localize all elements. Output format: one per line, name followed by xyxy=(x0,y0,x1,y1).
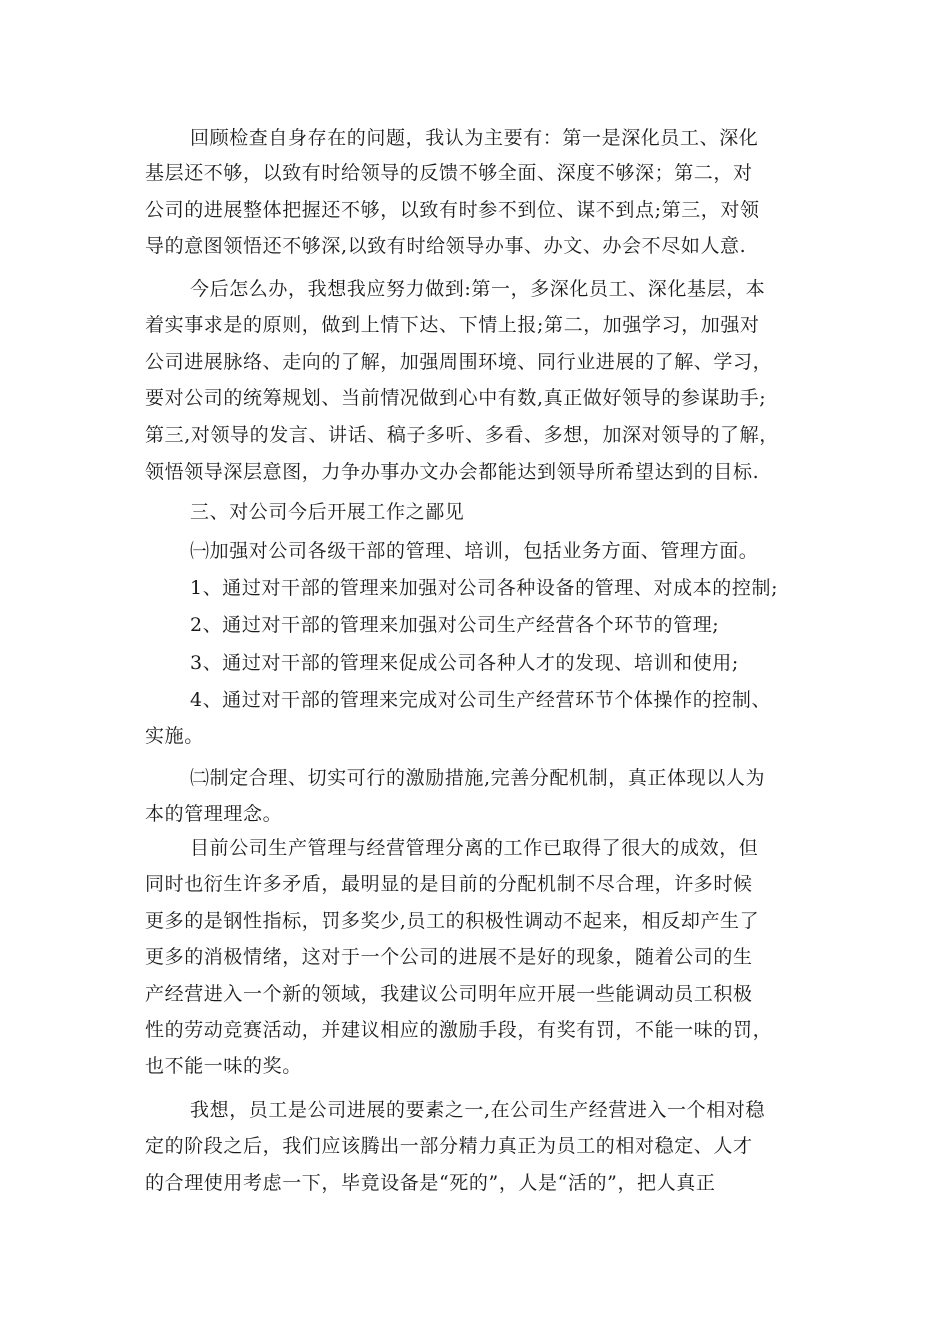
paragraph-3-line-6: 性的劳动竞赛活动，并建议相应的激励手段，有奖有罚，不能一味的罚， xyxy=(145,1019,773,1041)
paragraph-4-line-1: 我想，员工是公司进展的要素之一,在公司生产经营进入一个相对稳 xyxy=(190,1099,766,1121)
paragraph-3-line-5: 产经营进入一个新的领域，我建议公司明年应开展一些能调动员工积极 xyxy=(145,983,753,1005)
paragraph-1-line-2: 基层还不够，以致有时给领导的反馈不够全面、深度不够深；第二，对 xyxy=(145,162,753,184)
paragraph-3-line-3: 更多的是钢性指标，罚多奖少,员工的积极性调动不起来，相反却产生了 xyxy=(145,910,760,932)
paragraph-1-line-4: 导的意图领悟还不够深,以致有时给领导办事、办文、办会不尽如人意. xyxy=(145,235,747,257)
list-item-3: 3、通过对干部的管理来促成公司各种人才的发现、培训和使用; xyxy=(190,652,739,674)
paragraph-1-line-3: 公司的进展整体把握还不够，以致有时参不到位、谋不到点;第三，对领 xyxy=(145,199,760,221)
paragraph-3-line-1: 目前公司生产管理与经营管理分离的工作已取得了很大的成效，但 xyxy=(190,837,759,859)
paragraph-4-line-2: 定的阶段之后，我们应该腾出一部分精力真正为员工的相对稳定、人才 xyxy=(145,1135,753,1157)
paragraph-2-line-2: 着实事求是的原则，做到上情下达、下情上报;第二，加强学习，加强对 xyxy=(145,314,760,336)
list-item-4-line-2: 实施。 xyxy=(145,725,204,747)
paragraph-3-line-7: 也不能一味的奖。 xyxy=(145,1055,302,1077)
section-heading: 三、对公司今后开展工作之鄙见 xyxy=(190,501,465,523)
paragraph-2-line-6: 领悟领导深层意图，力争办事办文办会都能达到领导所希望达到的目标. xyxy=(145,461,760,483)
subsection-2-heading-line-2: 本的管理理念。 xyxy=(145,803,283,825)
paragraph-3-line-2: 同时也衍生许多矛盾，最明显的是目前的分配机制不尽合理，许多时候 xyxy=(145,873,753,895)
paragraph-2-line-3: 公司进展脉络、走向的了解，加强周围环境、同行业进展的了解、学习， xyxy=(145,351,773,373)
list-item-4-line-1: 4、通过对干部的管理来完成对公司生产经营环节个体操作的控制、 xyxy=(190,689,772,711)
list-item-2: 2、通过对干部的管理来加强对公司生产经营各个环节的管理; xyxy=(190,614,720,636)
paragraph-3-line-4: 更多的消极情绪，这对于一个公司的进展不是好的现象，随着公司的生 xyxy=(145,946,753,968)
paragraph-2-line-1: 今后怎么办，我想我应努力做到:第一，多深化员工、深化基层，本 xyxy=(190,278,766,300)
subsection-2-heading-line-1: ㈡制定合理、切实可行的激励措施,完善分配机制，真正体现以人为 xyxy=(190,767,766,789)
list-item-1: 1、通过对干部的管理来加强对公司各种设备的管理、对成本的控制; xyxy=(190,577,779,599)
subsection-1-heading: ㈠加强对公司各级干部的管理、培训，包括业务方面、管理方面。 xyxy=(190,540,759,562)
paragraph-1-line-1: 回顾检查自身存在的问题，我认为主要有：第一是深化员工、深化 xyxy=(190,127,759,149)
paragraph-2-line-5: 第三,对领导的发言、讲话、稿子多听、多看、多想，加深对领导的了解， xyxy=(145,424,779,446)
paragraph-4-line-3: 的合理使用考虑一下，毕竟设备是“死的”，人是“活的”，把人真正 xyxy=(145,1172,716,1194)
paragraph-2-line-4: 要对公司的统筹规划、当前情况做到心中有数,真正做好领导的参谋助手; xyxy=(145,387,767,409)
